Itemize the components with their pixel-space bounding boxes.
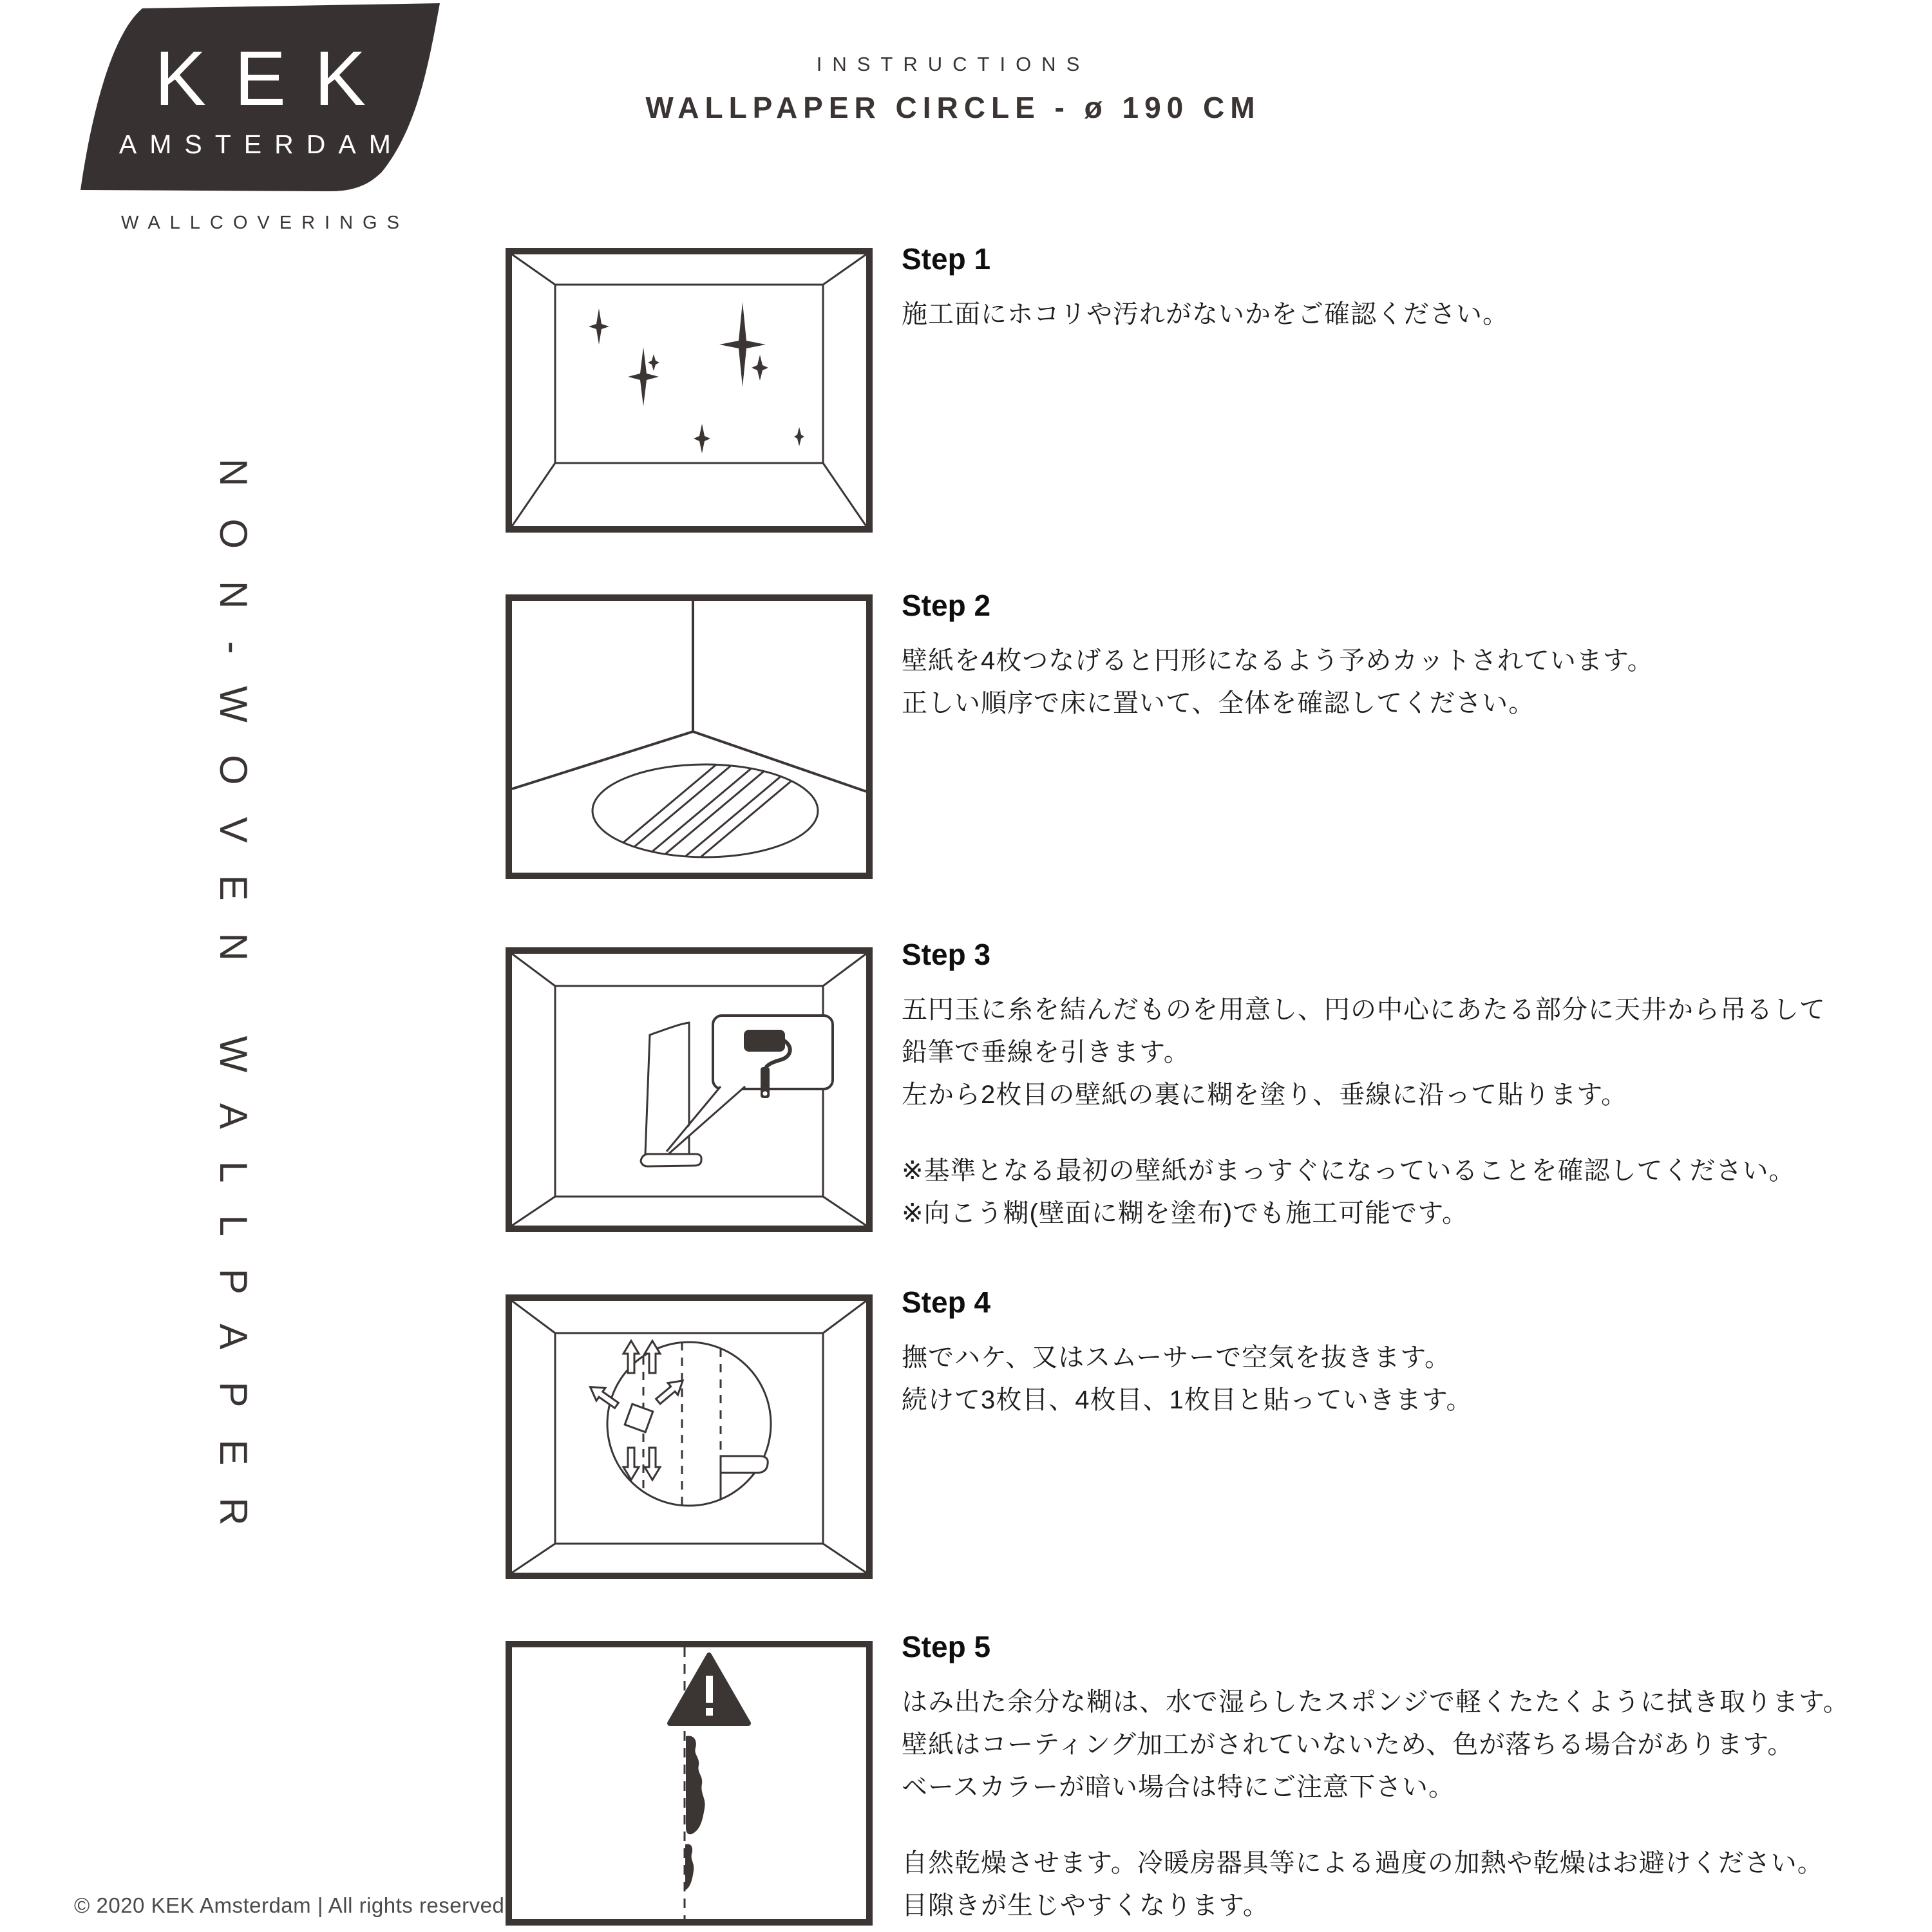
step-5-label: Step 5 (902, 1630, 991, 1663)
step-4-line: 続けて3枚目、4枚目、1枚目と貼っていきます。 (902, 1386, 1473, 1414)
step-3-line: 鉛筆で垂線を引きます。 (902, 1038, 1190, 1066)
brand-logo (80, 3, 440, 193)
step-3-label: Step 3 (902, 938, 991, 971)
step-2-illustration (506, 594, 873, 879)
logo-tagline: WALLCOVERINGS (121, 213, 409, 233)
logo-city-text: AMSTERDAM® (118, 129, 415, 159)
glue-drip-blob (685, 1736, 705, 1890)
step-2-line: 正しい順序で床に置いて、全体を確認してください。 (902, 689, 1535, 717)
step-1-text (902, 242, 1919, 336)
vertical-product-label: NON-WOVEN WALLPAPER (212, 459, 255, 1558)
header-kicker: INSTRUCTIONS (816, 53, 1090, 75)
step-2-label: Step 2 (902, 589, 991, 622)
step-5-note: 目隙きが生じやすくなります。 (902, 1891, 1269, 1920)
copyright-notice: © 2020 KEK Amsterdam | All rights reserved (74, 1893, 505, 1917)
step-4-illustration (506, 1294, 873, 1579)
step-5-note: 自然乾燥させます。冷暖房器具等による過度の加熱や乾燥はお避けください。 (902, 1849, 1824, 1877)
step-3-note: ※向こう糊(壁面に糊を塗布)でも施工可能です。 (902, 1199, 1468, 1227)
step-3-illustration (506, 947, 873, 1232)
sparkle-icon (589, 302, 804, 453)
logo-brand-text: KEK (154, 35, 395, 122)
step-3-line: 五円玉に糸を結んだものを用意し、円の中心にあたる部分に天井から吊るして (902, 996, 1826, 1024)
step-3-text (902, 937, 1919, 1235)
step-5-line: ベースカラーが暗い場合は特にご注意下さい。 (902, 1773, 1455, 1801)
registered-mark: ® (403, 131, 415, 147)
warning-icon (670, 1655, 748, 1723)
step-5-illustration (506, 1641, 873, 1926)
step-3-line: 左から2枚目の壁紙の裏に糊を塗り、垂線に沿って貼ります。 (902, 1081, 1628, 1109)
step-1-line: 施工面にホコリや汚れがないかをご確認ください。 (902, 300, 1509, 328)
step-3-notes (902, 1150, 1919, 1235)
step-2-text (902, 588, 1919, 724)
circle-strip-gaps (570, 724, 851, 879)
smoother-tool-icon (625, 1404, 653, 1432)
step-4-text (902, 1285, 1919, 1421)
curled-strip-edge (721, 1456, 768, 1499)
step-5-line: 壁紙はコーティング加工がされていないため、色が落ちる場合があります。 (902, 1730, 1794, 1759)
step-2-line: 壁紙を4枚つなげると円形になるよう予めカットされています。 (902, 647, 1654, 675)
step-4-line: 撫でハケ、又はスムーサーで空気を抜きます。 (902, 1343, 1451, 1372)
step-5-notes (902, 1842, 1919, 1927)
document-header (580, 53, 1327, 125)
step-5-text (902, 1629, 1919, 1927)
step-1-label: Step 1 (902, 242, 991, 276)
step-4-label: Step 4 (902, 1285, 991, 1319)
step-1-illustration (506, 248, 873, 533)
page-title: WALLPAPER CIRCLE - ø 190 CM (645, 91, 1261, 124)
step-5-line: はみ出た余分な糊は、水で湿らしたスポンジで軽くたたくように拭き取ります。 (902, 1688, 1850, 1716)
step-3-note: ※基準となる最初の壁紙がまっすぐになっていることを確認してください。 (902, 1157, 1795, 1185)
